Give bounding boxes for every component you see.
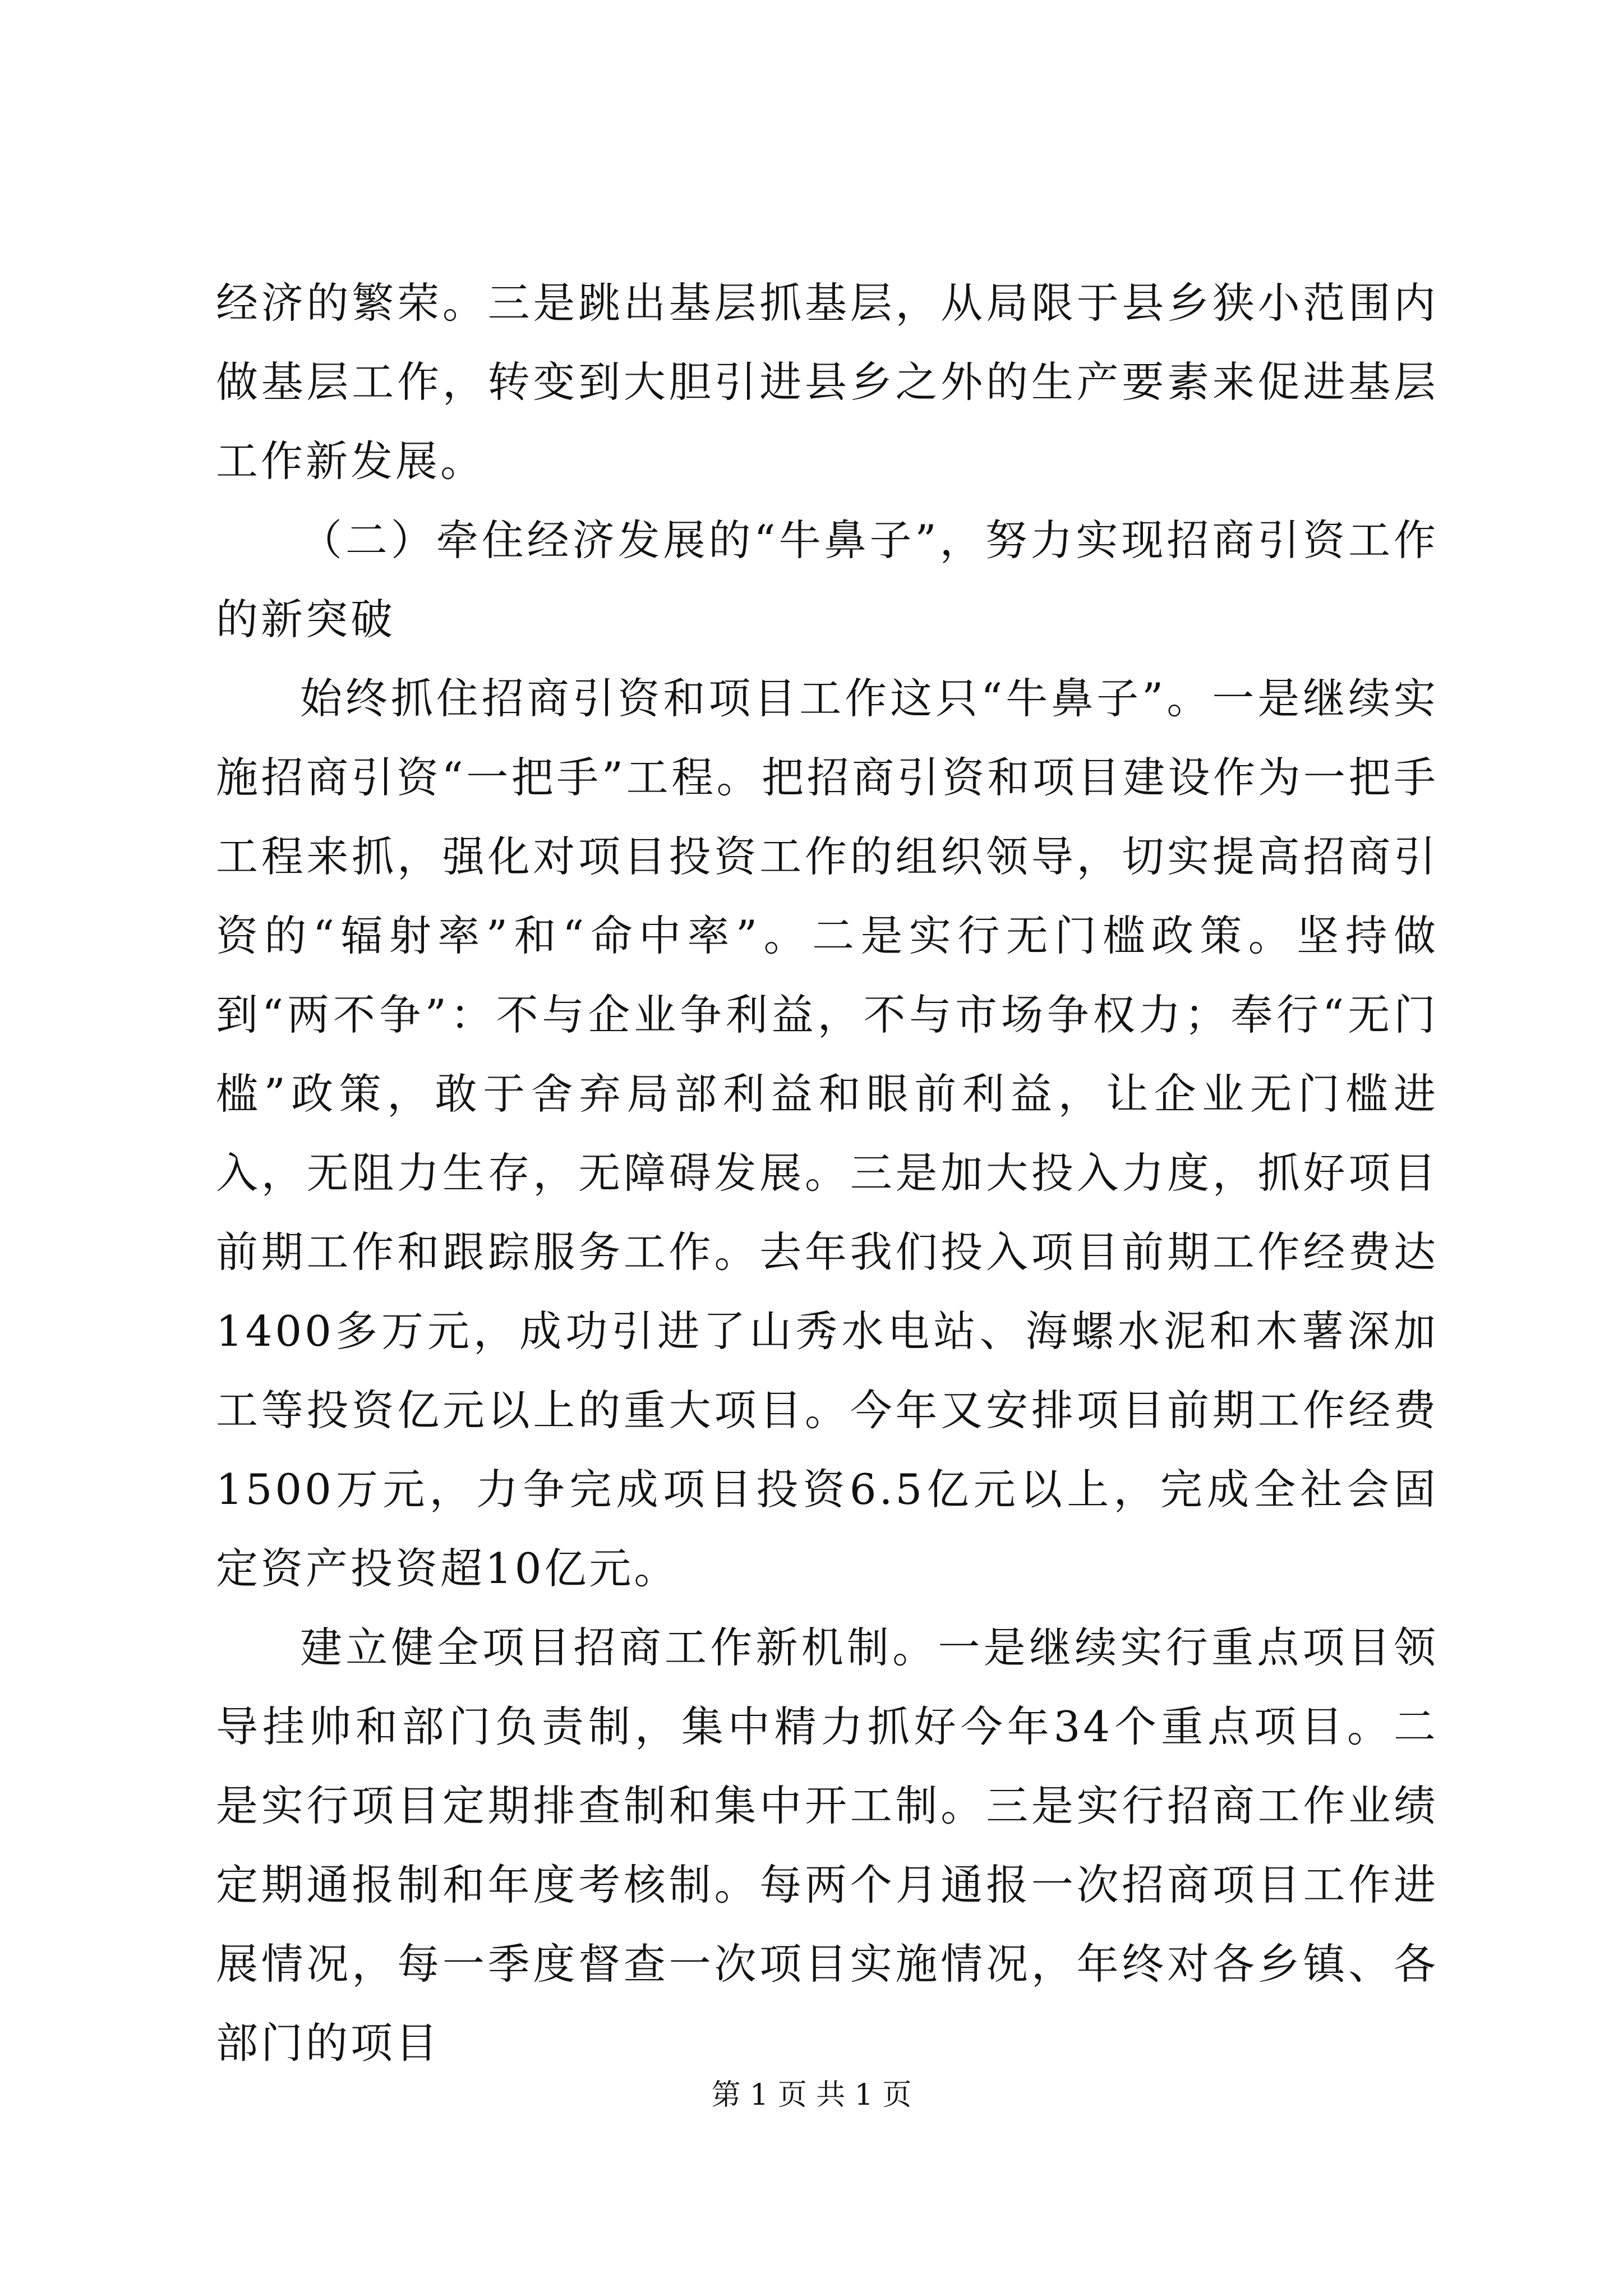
page-footer: 第 1 页 共 1 页 <box>711 2078 912 2112</box>
section-heading: （二）牵住经济发展的“牛鼻子”，努力实现招商引资工作的新突破 <box>216 516 1438 644</box>
paragraph-4: 建立健全项目招商工作新机制。一是继续实行重点项目领导挂帅和部门负责制，集中精力抓好今年34个重点项目。二是实行项目定期排查制和集中开工制。三是实行招商工作业绩定期通报制和年度考核制。每两个月通报一次招商项目工作进展情况，每一季度督查一次项目实施情况，年终对各乡镇、各部门的项目 <box>216 1623 1438 2068</box>
document-body <box>216 264 1438 2083</box>
paragraph-3: 始终抓住招商引资和项目工作这只“牛鼻子”。一是继续实施招商引资“一把手”工程。把招商引资和项目建设作为一把手工程来抓，强化对项目投资工作的组织领导，切实提高招商引资的“辐射率”和“命中率”。二是实行无门槛政策。坚持做到“两不争”：不与企业争利益，不与市场争权力；奉行“无门槛”政策，敢于舍弃局部利益和眼前利益，让企业无门槛进入，无阻力生存，无障碍发展。三是加大投入力度，抓好项目前期工作和跟踪服务工作。去年我们投入项目前期工作经费达1400多万元，成功引进了山秀水电站、海螺水泥和木薯深加工等投资亿元以上的重大项目。今年又安排项目前期工作经费1500万元，力争完成项目投资6.5亿元以上，完成全社会固定资产投资超10亿元。 <box>216 674 1438 1593</box>
paragraph-1: 经济的繁荣。三是跳出基层抓基层，从局限于县乡狭小范围内做基层工作，转变到大胆引进县乡之外的生产要素来促进基层工作新发展。 <box>216 278 1438 486</box>
